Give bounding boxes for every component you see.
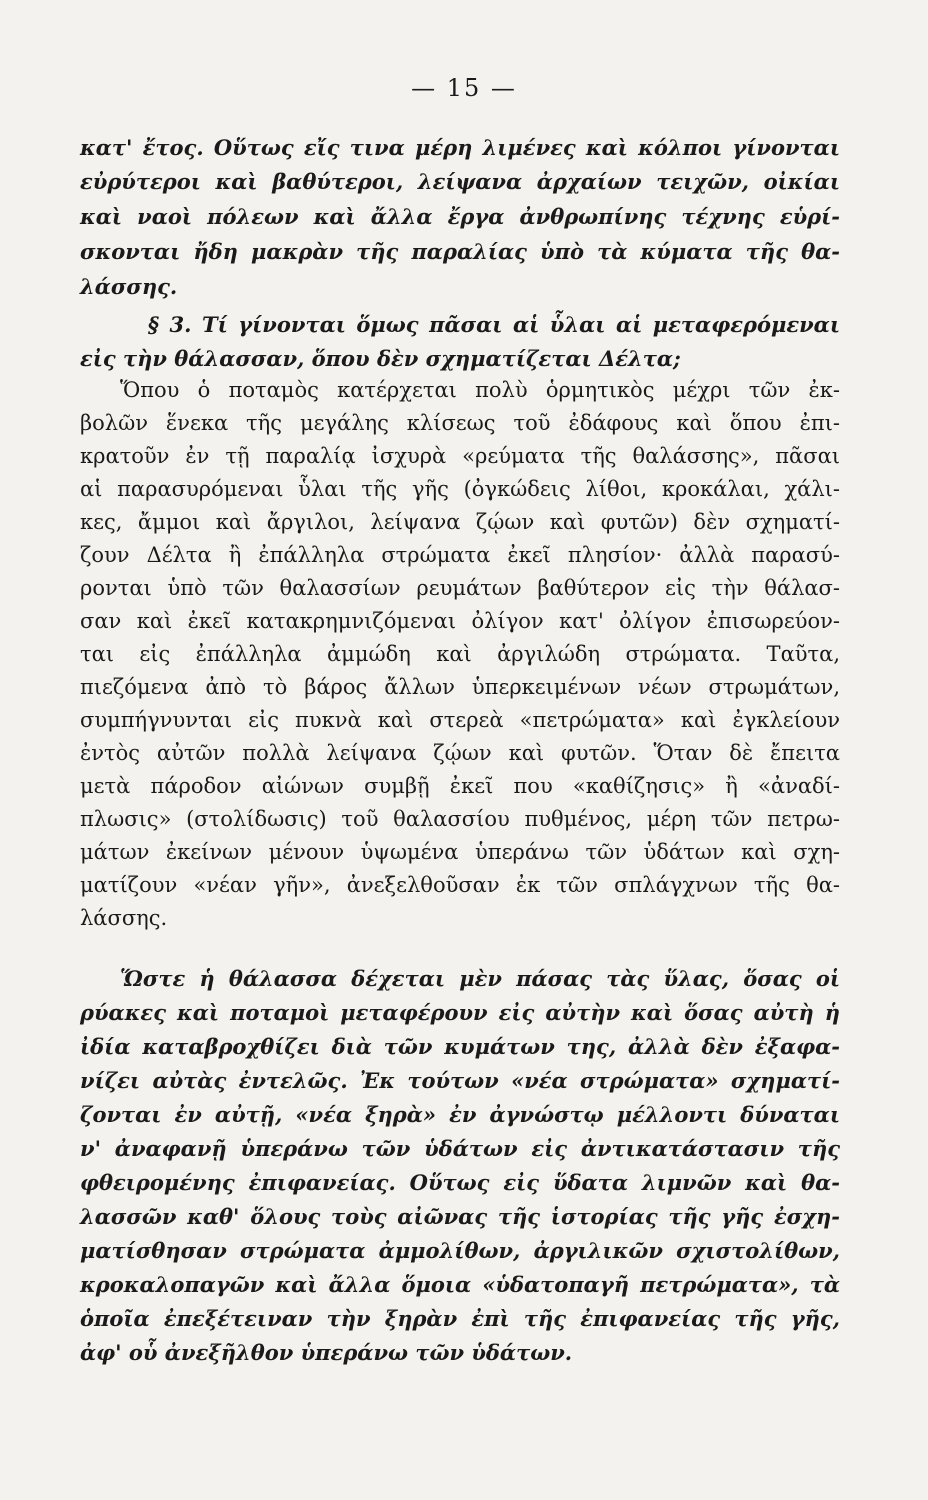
page-number: — 15 — bbox=[411, 74, 517, 102]
book-page: — 15 — κατ' ἔτος. Οὕτως εἴς τινα μέρη λιμένες καὶ κόλποι γίνονται εὐρύτεροι καὶ βαθύτεροι, λείψανα ἀρχαίων τειχῶν, οἰκίαι καὶ ναοὶ πόλεων καὶ ἄλλα ἔργα ἀνθρωπίνης τέχνης εὑρί- σκονται ἤδη μακρὰν τῆς παραλίας ὑπὸ τὰ κύματα τῆς θα- λάσσης. § 3. Τί γίνονται ὅμως πᾶσαι αἱ ὗλαι αἱ μεταφερόμεναι εἰς τὴν θάλασσαν, ὅπου δὲν σχηματίζεται Δέλτα; Ὅπου ὁ ποταμὸς κατέρχεται πολὺ ὁρμητικὸς μέχρι τῶν ἐκ- βολῶν ἕνεκα τῆς μεγάλης κλίσεως τοῦ ἐδάφους καὶ ὅπου ἐπι- κρατοῦν ἐν τῇ παραλίᾳ ἰσχυρὰ «ρεύματα τῆς θαλάσσης», πᾶσαι αἱ παρασυρόμεναι ὗλαι τῆς γῆς (ὀγκώδεις λίθοι, κροκάλαι, χάλι- κες, ἄμμοι καὶ ἄργιλοι, λείψανα ζῴων καὶ φυτῶν) δὲν σχηματί- ζουν Δέλτα ἢ ἐπάλληλα στρώματα ἐκεῖ πλησίον· ἀλλὰ παρασύ- ρονται ὑπὸ τῶν θαλασσίων ρευμάτων βαθύτερον εἰς τὴν θάλασ- σαν καὶ ἐκεῖ κατακρημνιζόμεναι ὀλίγον κατ' ὀλίγον ἐπισωρεύον- ται εἰς ἐπάλληλα ἀμμώδη καὶ ἀργιλώδη στρώματα. Ταῦτα, πιεζόμενα ἀπὸ τὸ βάρος ἄλλων ὑπερκειμένων νέων στρωμάτων, συμπήγνυνται εἰς πυκνὰ καὶ στερεὰ «πετρώματα» καὶ ἐγκλείουν ἐντὸς αὐτῶν πολλὰ λείψανα ζῴων καὶ φυτῶν. Ὅταν δὲ ἔπειτα μετὰ πάροδον αἰώνων συμβῇ ἐκεῖ που «καθίζησις» ἢ «ἀναδί- πλωσις» (στολίδωσις) τοῦ θαλασσίου πυθμένος, μέρη τῶν πετρω- μάτων ἐκείνων μένουν ὑψωμένα ὑπεράνω τῶν ὑδάτων καὶ σχη- ματίζουν «νέαν γῆν», ἀνεξελθοῦσαν ἐκ τῶν σπλάγχνων τῆς θα- λάσσης. Ὥστε ἡ θάλασσα δέχεται μὲν πάσας τὰς ὕλας, ὅσας οἱ ρύακες καὶ ποταμοὶ μεταφέρουν εἰς αὐτὴν καὶ ὅσας αὐτὴ ἡ ἰδία καταβροχθίζει διὰ τῶν κυμάτων της, ἀλλὰ δὲν ἐξαφα- νίζει αὐτὰς ἐντελῶς. Ἐκ τούτων «νέα στρώματα» σχηματί- ζονται ἐν αὐτῇ, «νέα ξηρὰ» ἐν ἀγνώστῳ μέλλοντι δύναται ν' ἀναφανῇ ὑπεράνω τῶν ὑδάτων εἰς ἀντικατάστασιν τῆς φθειρομένης ἐπιφανείας. Οὕτως εἰς ὕδατα λιμνῶν καὶ θα- λασσῶν καθ' ὅλους τοὺς αἰῶνας τῆς ἱστορίας τῆς γῆς ἐσχη- ματίσθησαν στρώματα ἀμμολίθων, ἀργιλικῶν σχιστολίθων, κροκαλοπαγῶν καὶ ἄλλα ὅμοια «ὑδατοπαγῆ πετρώματα», τὰ ὁποῖα ἐπεξέτειναν τὴν ξηρὰν ἐπὶ τῆς ἐπιφανείας τῆς γῆς, ἀφ' οὗ ἀνεξῆλθον ὑπεράνω τῶν ὑδάτων. bbox=[0, 0, 928, 1500]
